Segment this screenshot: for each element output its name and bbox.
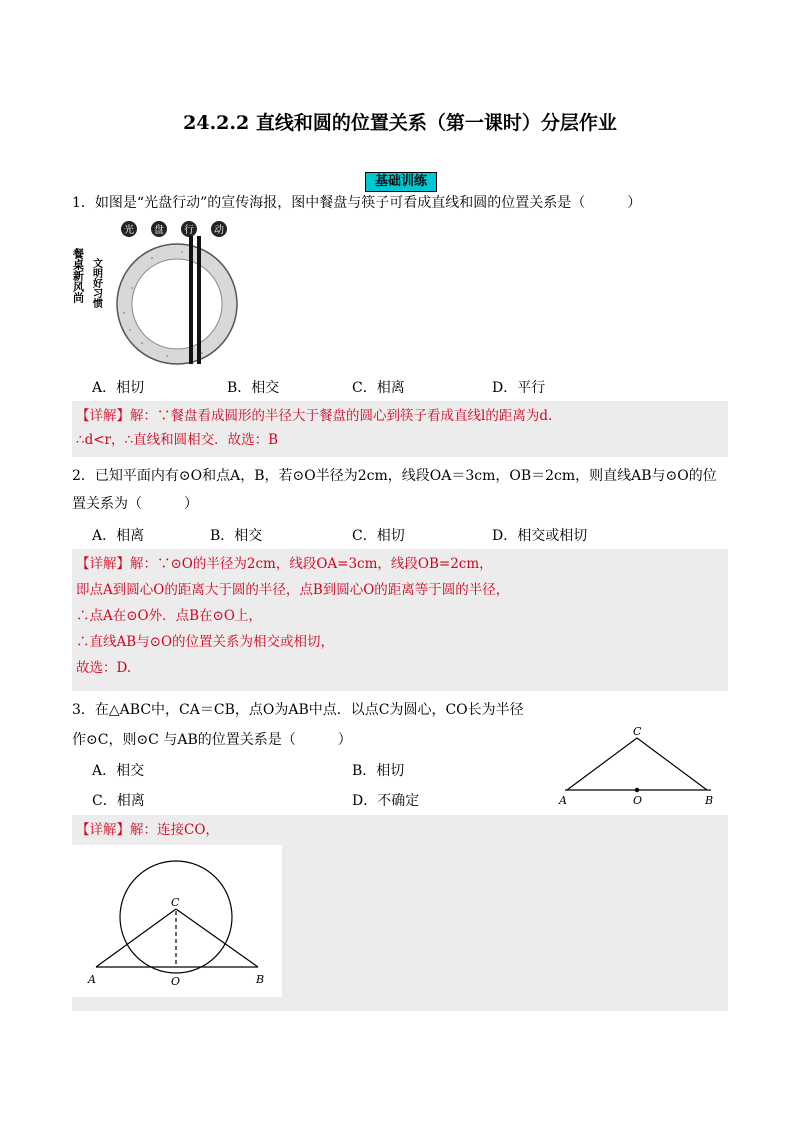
circle-tangent-figure	[72, 845, 282, 997]
label-a: A	[559, 794, 567, 807]
q2-option-b: B．相交	[210, 528, 263, 544]
q2-option-c: C．相切	[352, 528, 405, 544]
q1-option-b: B．相交	[227, 380, 280, 396]
label-o: O	[633, 794, 643, 807]
q2-answer-line-1: 【详解】解：∵⊙O的半径为2cm，线段OA=3cm，线段OB=2cm，	[76, 556, 493, 572]
section-tag: 基础训练	[365, 172, 437, 192]
question-2-line-1: 2．已知平面内有⊙O和点A，B，若⊙O半径为2cm，线段OA＝3cm，OB＝2cm，则直线AB与⊙O的位	[72, 468, 717, 484]
q3-option-a: A．相交	[92, 763, 145, 779]
q2-answer-line-5: 故选：D.	[76, 660, 132, 676]
chopstick-2	[197, 236, 201, 364]
chopstick-1	[189, 236, 193, 364]
q1-answer-line-2: ∴d<r，∴直线和圆相交．故选：B	[76, 432, 279, 448]
q1-option-c: C．相离	[352, 380, 405, 396]
poster-char-3: 行	[184, 225, 194, 236]
question-1: 1．如图是“光盘行动”的宣传海报，图中餐盘与筷子可看成直线和圆的位置关系是（ ）	[72, 195, 642, 211]
answer-label-o: O	[171, 975, 181, 988]
q1-answer-line-1: 【详解】解：∵餐盘看成圆形的半径大于餐盘的圆心到筷子看成直线l的距离为d.	[76, 408, 553, 424]
page-title: 24.2.2 直线和圆的位置关系（第一课时）分层作业	[183, 112, 617, 134]
q3-option-c: C．相离	[92, 793, 145, 809]
label-c: C	[633, 725, 642, 738]
question-3-line-1: 3．在△ABC中，CA＝CB，点O为AB中点．以点C为圆心，CO长为半径	[72, 702, 524, 718]
answer-label-a: A	[88, 973, 96, 986]
poster-title-circles	[121, 221, 227, 237]
q2-answer-line-4: ∴直线AB与⊙O的位置关系为相交或相切，	[76, 634, 335, 650]
q2-answer-line-2: 即点A到圆心O的距离大于圆的半径，点B到圆心O的距离等于圆的半径，	[76, 582, 510, 598]
q2-option-a: A．相离	[92, 528, 145, 544]
plate-inner	[132, 259, 222, 349]
q3-option-d: D．不确定	[352, 793, 420, 809]
q1-answer-box	[72, 401, 728, 457]
poster-char-1: 光	[124, 225, 134, 236]
poster-side-right: 文明好习惯	[90, 258, 102, 308]
triangle-figure	[555, 722, 730, 810]
question-3-line-2: 作⊙C，则⊙C 与AB的位置关系是（ ）	[72, 732, 352, 748]
poster-char-4: 动	[214, 225, 224, 236]
q3-answer-box	[72, 815, 728, 1011]
poster-side-left: 餐桌新风尚	[72, 248, 85, 303]
q1-option-d: D．平行	[492, 380, 546, 396]
q3-answer-line-1: 【详解】解：连接CO，	[76, 822, 219, 838]
answer-label-c: C	[171, 896, 180, 909]
q2-option-d: D．相交或相切	[492, 528, 588, 544]
plate-poster-image	[72, 218, 242, 368]
q2-answer-line-3: ∴点A在⊙O外．点B在⊙O上，	[76, 608, 262, 624]
label-b: B	[705, 794, 714, 807]
answer-label-b: B	[256, 973, 265, 986]
question-2-line-2: 置关系为（ ）	[72, 496, 198, 512]
poster-char-2: 盘	[154, 225, 164, 236]
q1-option-a: A．相切	[92, 380, 145, 396]
q2-answer-box	[72, 549, 728, 691]
q3-option-b: B．相切	[352, 763, 405, 779]
